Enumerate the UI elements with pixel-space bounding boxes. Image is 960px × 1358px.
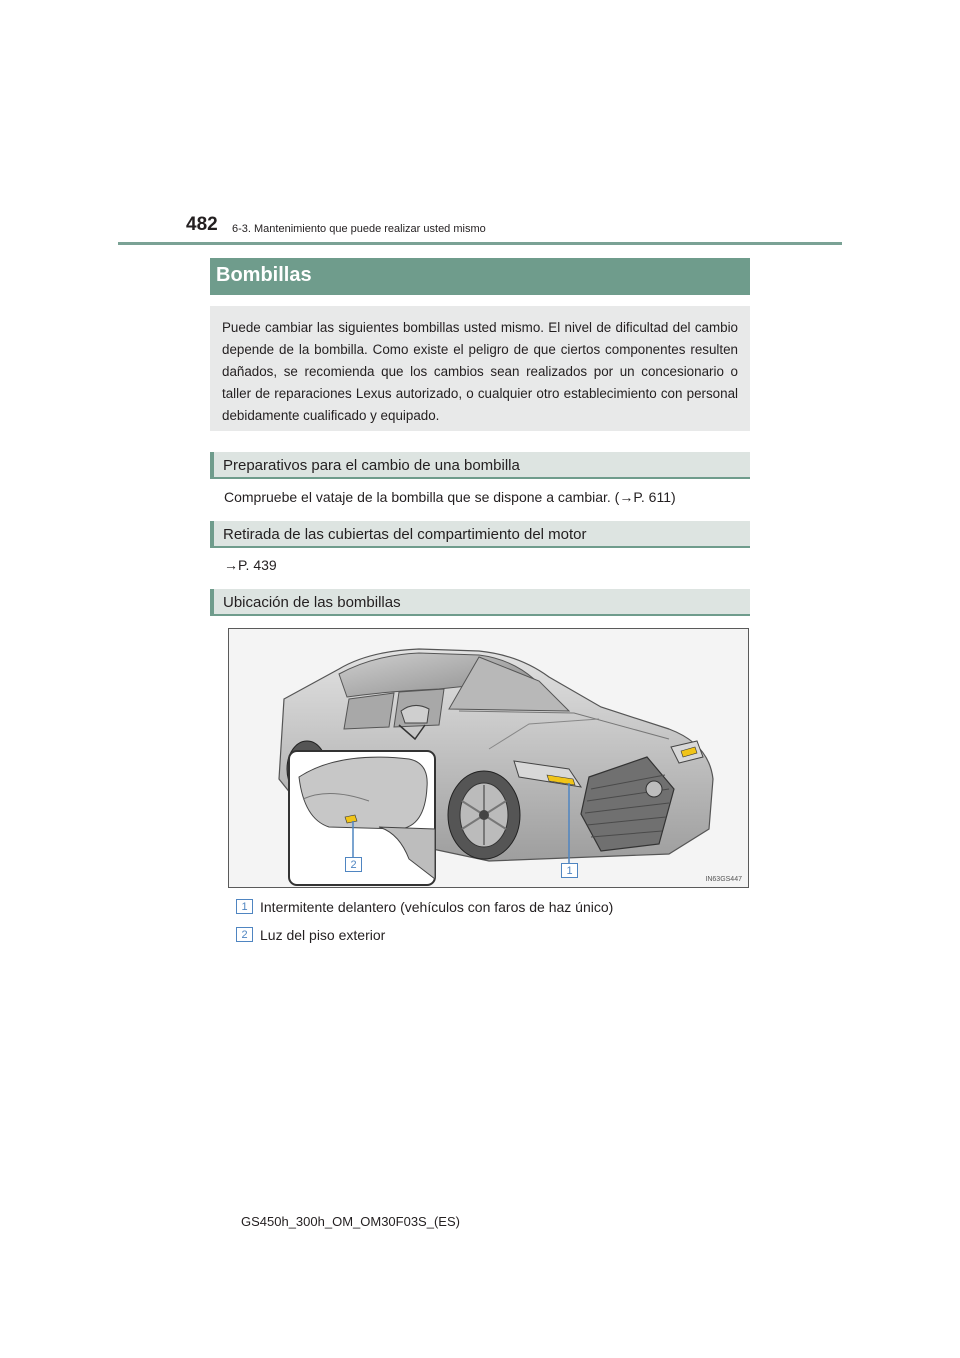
callout-2: 2 (345, 857, 362, 872)
car-illustration (229, 629, 749, 888)
preparation-text: Compruebe el vataje de la bombilla que se dispone a cambiar. (→P. 611) (224, 489, 676, 505)
engine-covers-reference: →P. 439 (224, 557, 277, 573)
page-title: Bombillas (216, 264, 312, 286)
footer-document-code: GS450h_300h_OM_OM30F03S_(ES) (241, 1214, 460, 1229)
section-path: 6-3. Mantenimiento que puede realizar usted mismo (232, 223, 486, 235)
intro-text: Puede cambiar las siguientes bombillas usted mismo. El nivel de dificultad del cambio depende de la bombilla. Como existe el peligro de que ciertos componentes resulten dañados, se recomienda que los cambios sean realizados por un concesionario o taller de reparaciones Lexus autorizado, o cualquier otro establecimiento con personal debidamente cualificado y equipado. (222, 320, 738, 423)
legend-number-2: 2 (236, 927, 253, 942)
intro-box (210, 306, 750, 431)
title-bar (210, 258, 750, 295)
legend-text-1: Intermitente delantero (vehículos con faros de haz único) (260, 899, 614, 915)
subheading-engine-covers: Retirada de las cubiertas del compartimiento del motor (210, 521, 750, 548)
legend-text-2: Luz del piso exterior (260, 927, 386, 943)
car-bulb-location-figure (228, 628, 749, 888)
callout-1: 1 (561, 863, 578, 878)
subheading-bulb-locations: Ubicación de las bombillas (210, 589, 750, 616)
header-rule (118, 242, 842, 245)
legend-number-1: 1 (236, 899, 253, 914)
subheading-preparation: Preparativos para el cambio de una bombilla (210, 452, 750, 479)
figure-code: IN63GS447 (705, 876, 742, 883)
page-number: 482 (186, 214, 218, 235)
